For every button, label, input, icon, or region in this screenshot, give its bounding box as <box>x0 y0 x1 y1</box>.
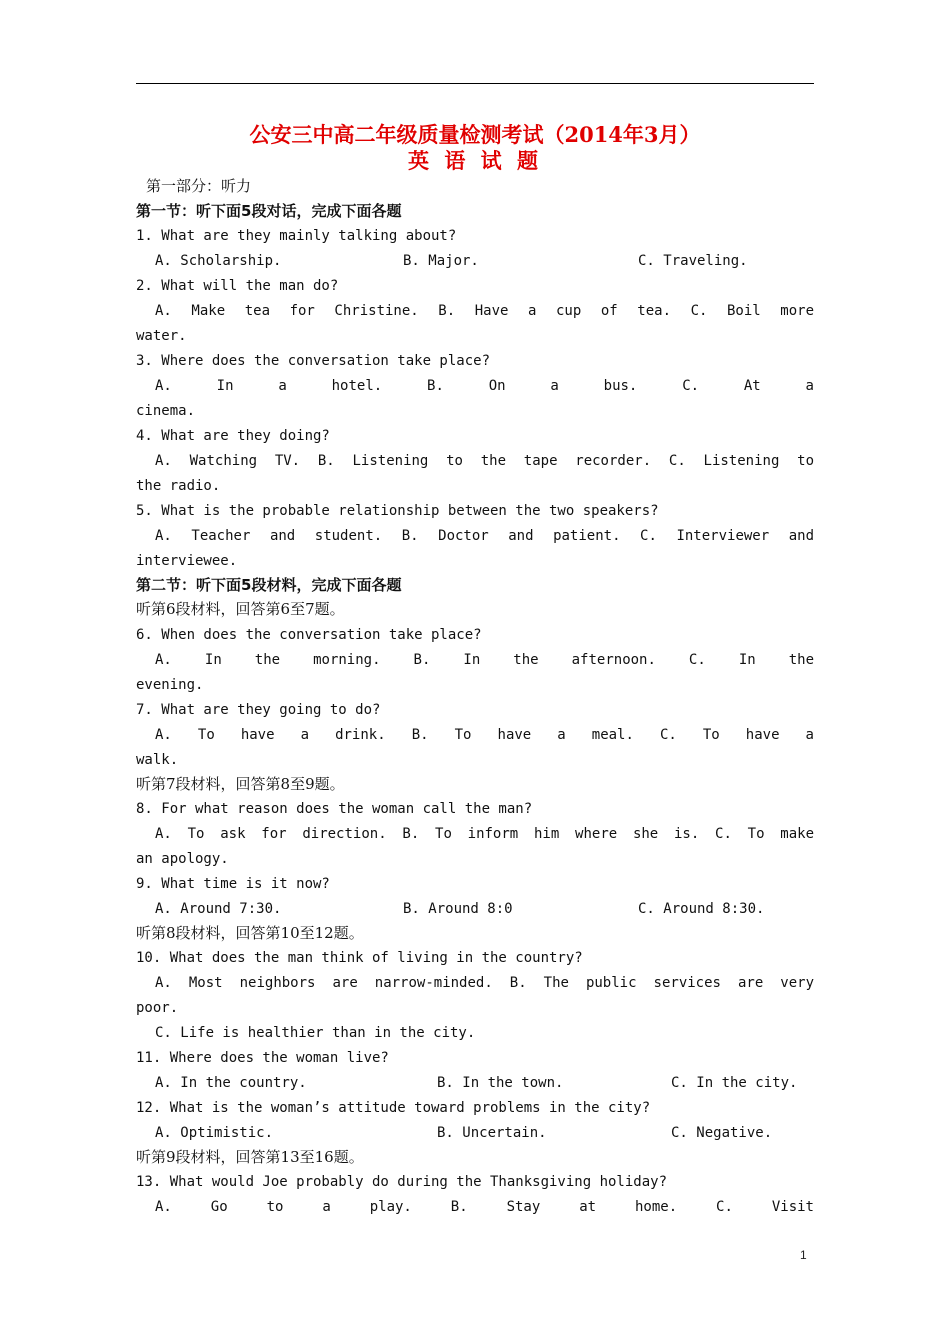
options-line: A. Make tea for Christine. B. Have a cup of tea. C. Boil more <box>155 303 814 319</box>
option-c: C. Life is healthier than in the city. <box>155 1025 476 1041</box>
question-8: 8. For what reason does the woman call the man? <box>136 801 533 817</box>
options-continuation: an apology. <box>136 851 229 867</box>
exam-subtitle: 英 语 试 题 <box>408 148 542 173</box>
options-line: A. To ask for direction. B. To inform him where she is. C. To make <box>155 826 814 842</box>
option-b: B. Major. <box>403 253 479 269</box>
option-c: C. Traveling. <box>638 253 748 269</box>
question-10: 10. What does the man think of living in the country? <box>136 950 583 966</box>
question-1: 1. What are they mainly talking about? <box>136 228 457 244</box>
option-a: A. Around 7:30. <box>155 901 282 917</box>
option-c: C. Negative. <box>671 1125 773 1141</box>
material-instruction: 听第9段材料，回答第13至16题。 <box>136 1148 364 1166</box>
question-6: 6. When does the conversation take place? <box>136 627 482 643</box>
options-line: A. To have a drink. B. To have a meal. C. To have a <box>155 727 814 743</box>
header-rule <box>136 83 814 84</box>
question-4: 4. What are they doing? <box>136 428 330 444</box>
question-13: 13. What would Joe probably do during the Thanksgiving holiday? <box>136 1174 668 1190</box>
options-line: A. In a hotel. B. On a bus. C. At a <box>155 378 814 394</box>
part-heading: 第一部分：听力 <box>146 177 252 195</box>
option-a: A. Scholarship. <box>155 253 282 269</box>
exam-title: 公安三中高二年级质量检测考试（2014年3月） <box>249 122 701 147</box>
options-continuation: evening. <box>136 677 204 693</box>
question-7: 7. What are they going to do? <box>136 702 381 718</box>
question-9: 9. What time is it now? <box>136 876 330 892</box>
option-c: C. Around 8:30. <box>638 901 765 917</box>
option-b: B. Uncertain. <box>437 1125 547 1141</box>
options-line: A. Watching TV. B. Listening to the tape recorder. C. Listening to <box>155 453 814 469</box>
question-12: 12. What is the woman’s attitude toward problems in the city? <box>136 1100 651 1116</box>
option-c: C. In the city. <box>671 1075 798 1091</box>
options-continuation: cinema. <box>136 403 196 419</box>
option-b: B. Around 8:0 <box>403 901 513 917</box>
question-3: 3. Where does the conversation take place? <box>136 353 491 369</box>
section-heading: 第二节：听下面5段材料，完成下面各题 <box>136 576 402 594</box>
options-line: A. In the morning. B. In the afternoon. C. In the <box>155 652 814 668</box>
option-b: B. In the town. <box>437 1075 564 1091</box>
material-instruction: 听第8段材料，回答第10至12题。 <box>136 924 364 942</box>
options-line: A. Teacher and student. B. Doctor and patient. C. Interviewer and <box>155 528 814 544</box>
section-heading: 第一节：听下面5段对话，完成下面各题 <box>136 202 402 220</box>
question-5: 5. What is the probable relationship between the two speakers? <box>136 503 659 519</box>
material-instruction: 听第6段材料，回答第6至7题。 <box>136 600 345 618</box>
options-continuation: interviewee. <box>136 553 238 569</box>
page-number: 1 <box>800 1248 807 1262</box>
options-line: A. Go to a play. B. Stay at home. C. Visit <box>155 1199 814 1215</box>
options-continuation: the radio. <box>136 478 221 494</box>
option-a: A. Optimistic. <box>155 1125 274 1141</box>
question-11: 11. Where does the woman live? <box>136 1050 389 1066</box>
options-continuation: poor. <box>136 1000 179 1016</box>
options-continuation: water. <box>136 328 187 344</box>
option-a: A. In the country. <box>155 1075 307 1091</box>
options-line: A. Most neighbors are narrow-minded. B. The public services are very <box>155 975 814 991</box>
question-2: 2. What will the man do? <box>136 278 339 294</box>
options-continuation: walk. <box>136 752 179 768</box>
material-instruction: 听第7段材料，回答第8至9题。 <box>136 775 345 793</box>
